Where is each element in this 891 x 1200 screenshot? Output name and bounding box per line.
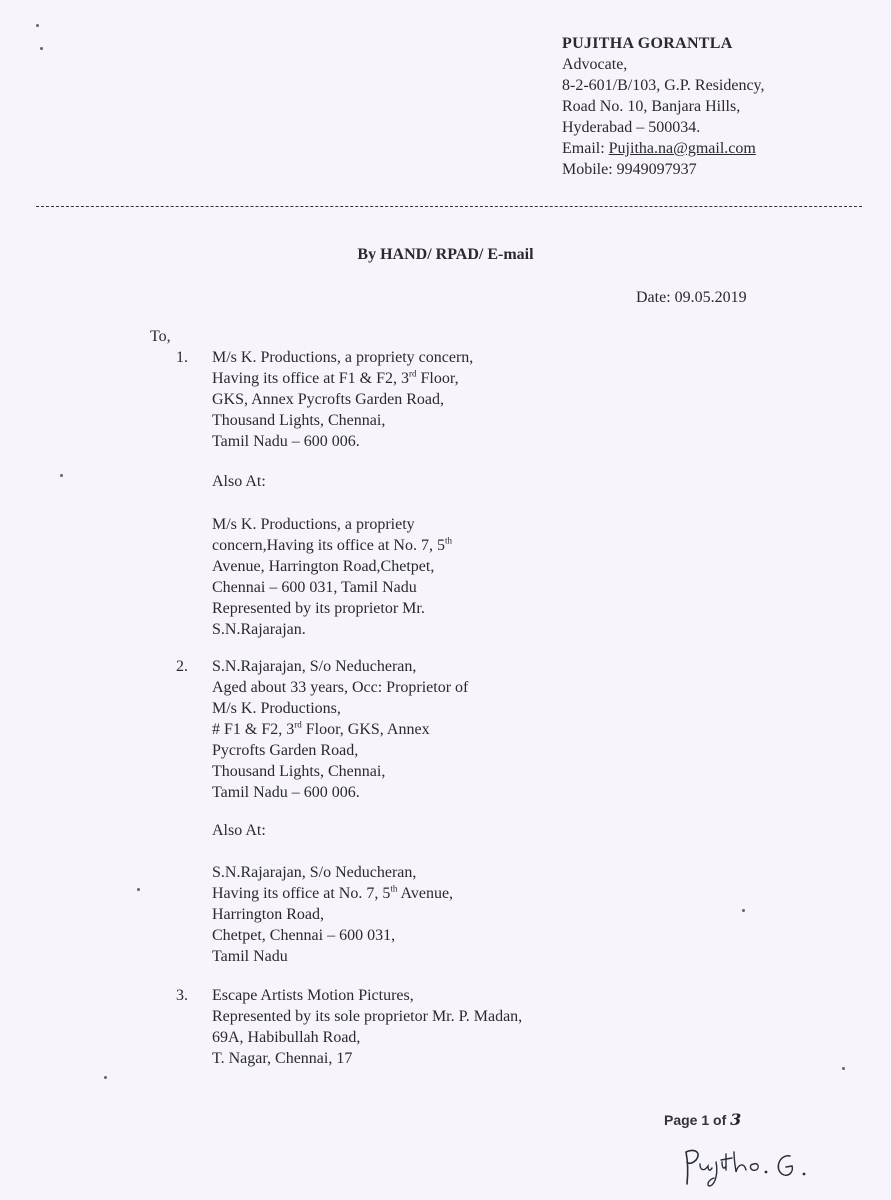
address-line: S.N.Rajarajan, S/o Neducheran, <box>212 658 417 675</box>
also-at-label: Also At: <box>212 473 266 490</box>
recipient-address <box>212 347 473 452</box>
address-line: M/s K. Productions, <box>212 700 341 717</box>
address-line: Pycrofts Garden Road, <box>212 742 359 759</box>
mobile-line: Mobile: 9949097937 <box>562 161 697 178</box>
address-line-1: 8-2-601/B/103, G.P. Residency, <box>562 77 765 94</box>
address-line: GKS, Annex Pycrofts Garden Road, <box>212 391 444 408</box>
also-at-address <box>212 514 452 640</box>
header-divider <box>36 206 862 207</box>
address-line: Harrington Road, <box>212 906 324 923</box>
email-link[interactable]: Pujitha.na@gmail.com <box>608 140 756 157</box>
address-line: Chennai – 600 031, Tamil Nadu <box>212 579 417 596</box>
email-label: Email: <box>562 140 609 157</box>
address-line: Represented by its sole proprietor Mr. P. Madan, <box>212 1008 523 1025</box>
address-line-2: Road No. 10, Banjara Hills, <box>562 98 741 115</box>
address-line: Having its office at No. 7, 5th Avenue, <box>212 883 454 902</box>
address-line: Tamil Nadu – 600 006. <box>212 784 360 801</box>
address-line: Avenue, Harrington Road,Chetpet, <box>212 558 435 575</box>
to-label: To, <box>150 328 171 345</box>
delivery-mode: By HAND/ RPAD/ E-mail <box>357 246 534 263</box>
scan-speck <box>137 888 140 891</box>
email-line <box>562 138 765 159</box>
address-line: Tamil Nadu – 600 006. <box>212 433 360 450</box>
recipient-number: 3. <box>176 987 188 1004</box>
scan-speck <box>60 474 63 477</box>
address-line: M/s K. Productions, a propriety <box>212 516 415 533</box>
address-line: Represented by its proprietor Mr. <box>212 600 425 617</box>
scan-speck <box>742 909 745 912</box>
address-line: Aged about 33 years, Occ: Proprietor of <box>212 679 469 696</box>
address-line: Having its office at F1 & F2, 3rd Floor, <box>212 368 459 387</box>
address-line: Thousand Lights, Chennai, <box>212 412 386 429</box>
address-line: # F1 & F2, 3rd Floor, GKS, Annex <box>212 719 430 738</box>
recipient-number: 1. <box>176 349 188 366</box>
handwritten-signature <box>678 1140 838 1200</box>
advocate-name: PUJITHA GORANTLA <box>562 35 733 52</box>
address-line: Escape Artists Motion Pictures, <box>212 987 414 1004</box>
scan-speck <box>104 1076 107 1079</box>
address-line: Chetpet, Chennai – 600 031, <box>212 927 396 944</box>
also-at-label: Also At: <box>212 822 266 839</box>
address-line: S.N.Rajarajan, S/o Neducheran, <box>212 864 417 881</box>
address-line: S.N.Rajarajan. <box>212 621 306 638</box>
address-line: T. Nagar, Chennai, 17 <box>212 1050 353 1067</box>
also-at-address <box>212 862 453 967</box>
scan-speck <box>842 1067 845 1070</box>
scan-speck <box>40 47 43 50</box>
page-total: 3 <box>730 1110 742 1129</box>
scan-speck <box>36 24 39 27</box>
address-line: 69A, Habibullah Road, <box>212 1029 361 1046</box>
address-line: concern,Having its office at No. 7, 5th <box>212 535 452 554</box>
letterhead <box>562 33 765 180</box>
recipient-address <box>212 985 522 1069</box>
address-line-3: Hyderabad – 500034. <box>562 119 701 136</box>
address-line: Thousand Lights, Chennai, <box>212 763 386 780</box>
address-line: M/s K. Productions, a propriety concern, <box>212 349 474 366</box>
advocate-title: Advocate, <box>562 56 628 73</box>
address-line: Tamil Nadu <box>212 948 288 965</box>
recipient-number: 2. <box>176 658 188 675</box>
page-number: Page 1 of 3 <box>664 1110 742 1129</box>
recipient-address <box>212 656 468 803</box>
letter-date: Date: 09.05.2019 <box>636 289 747 306</box>
